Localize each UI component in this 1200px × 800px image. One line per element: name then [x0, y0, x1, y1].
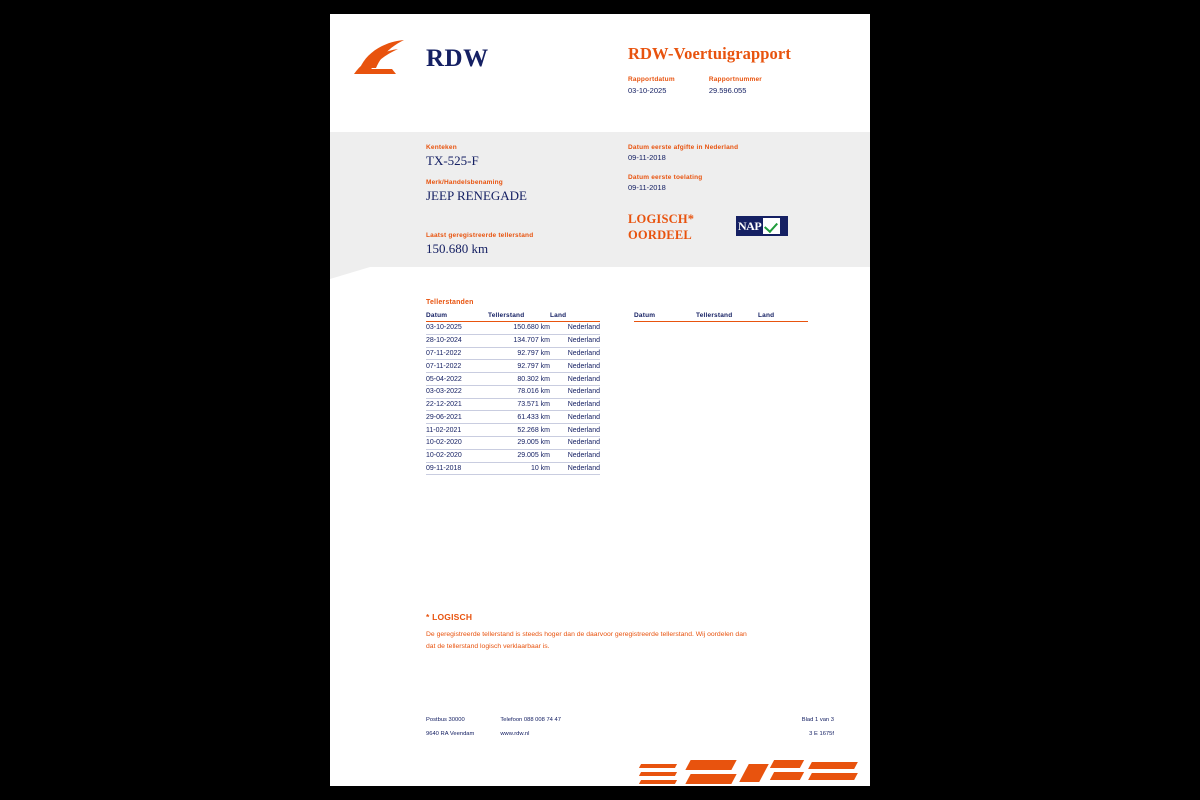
cell-odometer: 134.707 km [488, 334, 550, 347]
cell-odometer: 73.571 km [488, 398, 550, 411]
cell-date: 03-10-2025 [426, 322, 488, 335]
column-header-odometer: Tellerstand [696, 312, 758, 322]
footer-city: 9640 RA Veendam [426, 730, 475, 737]
cell-odometer: 92.797 km [488, 347, 550, 360]
footer-page-info [802, 714, 834, 742]
odometer-table-left [426, 312, 600, 475]
cell-odometer: 78.016 km [488, 385, 550, 398]
cell-date: 29-06-2021 [426, 411, 488, 424]
last-odometer-block [426, 232, 533, 267]
footer-postbus: Postbus 30000 [426, 717, 465, 723]
odometer-table-right [634, 312, 808, 322]
cell-date: 11-02-2021 [426, 424, 488, 437]
cell-odometer: 80.302 km [488, 373, 550, 386]
cell-date: 03-03-2022 [426, 385, 488, 398]
check-icon [763, 218, 780, 234]
footer-address-columns [426, 714, 561, 742]
last-odometer-label: Laatst geregistreerde tellerstand [426, 232, 534, 239]
vehicle-identity-block [426, 144, 527, 214]
column-header-odometer: Tellerstand [488, 312, 550, 322]
table-row [426, 398, 600, 411]
cell-date: 10-02-2020 [426, 449, 488, 462]
make-label: Merk/Handelsbenaming [426, 179, 503, 186]
table-header-row [426, 312, 600, 322]
verdict-line-2: OORDEEL [628, 227, 692, 242]
column-header-country: Land [550, 312, 600, 322]
cell-country: Nederland [550, 449, 600, 462]
table-row [426, 322, 600, 335]
nap-badge-text: NAP [738, 218, 762, 233]
footer-page-number: Blad 1 van 3 [801, 717, 834, 723]
cell-country: Nederland [550, 334, 600, 347]
cell-country: Nederland [550, 322, 600, 335]
cell-country: Nederland [550, 424, 600, 437]
cell-date: 09-11-2018 [426, 462, 488, 475]
cell-odometer: 10 km [488, 462, 550, 475]
footnote-line-1: De geregistreerde tellerstand is steeds hoger dan de daarvoor geregistreerde tellerstand. Wij oordelen dan [426, 631, 747, 638]
footer-website[interactable]: www.rdw.nl [500, 730, 530, 737]
cell-country: Nederland [550, 437, 600, 450]
column-header-date: Datum [426, 312, 488, 322]
report-number-field [709, 76, 762, 95]
column-header-country: Land [758, 312, 808, 322]
table-row [426, 424, 600, 437]
band-corner-notch [330, 267, 370, 279]
footer-form-code: 3 E 1675f [809, 730, 834, 737]
report-number-value: 29.596.055 [708, 86, 747, 95]
footnote-title: * LOGISCH [426, 612, 473, 622]
first-admission-value: 09-11-2018 [628, 183, 666, 192]
report-number-label: Rapportnummer [708, 76, 762, 83]
footer-column-address [426, 714, 474, 742]
cell-country: Nederland [550, 373, 600, 386]
table-row [426, 437, 600, 450]
footer-column-contact [500, 714, 561, 742]
table-row [426, 360, 600, 373]
last-odometer-value: 150.680 km [426, 241, 489, 256]
nap-badge [736, 216, 788, 236]
plate-label: Kenteken [426, 144, 457, 151]
first-issue-label: Datum eerste afgifte in Nederland [628, 144, 739, 151]
cell-date: 05-04-2022 [426, 373, 488, 386]
report-date-field [628, 76, 675, 95]
table-row [426, 373, 600, 386]
report-title: RDW-Voertuigrapport [628, 44, 791, 63]
plate-value: TX-525-F [426, 153, 479, 168]
footnote-body [426, 629, 826, 653]
table-row [426, 385, 600, 398]
cell-date: 07-11-2022 [426, 360, 488, 373]
report-date-label: Rapportdatum [628, 76, 675, 83]
cell-odometer: 29.005 km [488, 437, 550, 450]
table-header-row [634, 312, 808, 322]
document-header [330, 14, 870, 120]
cell-date: 07-11-2022 [426, 347, 488, 360]
report-meta [628, 76, 762, 95]
cell-country: Nederland [550, 347, 600, 360]
first-issue-value: 09-11-2018 [628, 153, 666, 162]
first-admission-label: Datum eerste toelating [628, 174, 703, 181]
rdw-logo [352, 38, 489, 78]
cell-odometer: 61.433 km [488, 411, 550, 424]
odometer-section-title: Tellerstanden [426, 299, 474, 306]
table-row [426, 347, 600, 360]
footer-phone: Telefoon 088 008 74 47 [500, 717, 561, 723]
cell-odometer: 52.268 km [488, 424, 550, 437]
vehicle-summary-band [330, 132, 870, 267]
document-footer [330, 700, 870, 786]
footer-stripes-decoration [630, 760, 870, 786]
cell-date: 22-12-2021 [426, 398, 488, 411]
column-header-date: Datum [634, 312, 696, 322]
table-row [426, 411, 600, 424]
report-date-value: 03-10-2025 [628, 86, 667, 95]
cell-date: 28-10-2024 [426, 334, 488, 347]
cell-country: Nederland [550, 398, 600, 411]
footnote-line-2: dat de tellerstand logisch verklaarbaar is. [426, 642, 550, 650]
cell-country: Nederland [550, 385, 600, 398]
rdw-logo-text: RDW [426, 44, 489, 72]
cell-odometer: 150.680 km [488, 322, 550, 335]
cell-country: Nederland [550, 411, 600, 424]
cell-country: Nederland [550, 360, 600, 373]
cell-odometer: 92.797 km [488, 360, 550, 373]
rdw-flame-icon [352, 38, 418, 78]
cell-date: 10-02-2020 [426, 437, 488, 450]
cell-country: Nederland [550, 462, 600, 475]
document-page [330, 14, 870, 786]
vehicle-dates-block [628, 144, 738, 204]
table-row [426, 462, 600, 475]
verdict-line-1: LOGISCH* [628, 212, 695, 226]
verdict-text [628, 212, 694, 243]
cell-odometer: 29.005 km [488, 449, 550, 462]
table-row [426, 334, 600, 347]
footnote-block [426, 612, 826, 653]
table-row [426, 449, 600, 462]
make-value: JEEP RENEGADE [426, 188, 527, 203]
